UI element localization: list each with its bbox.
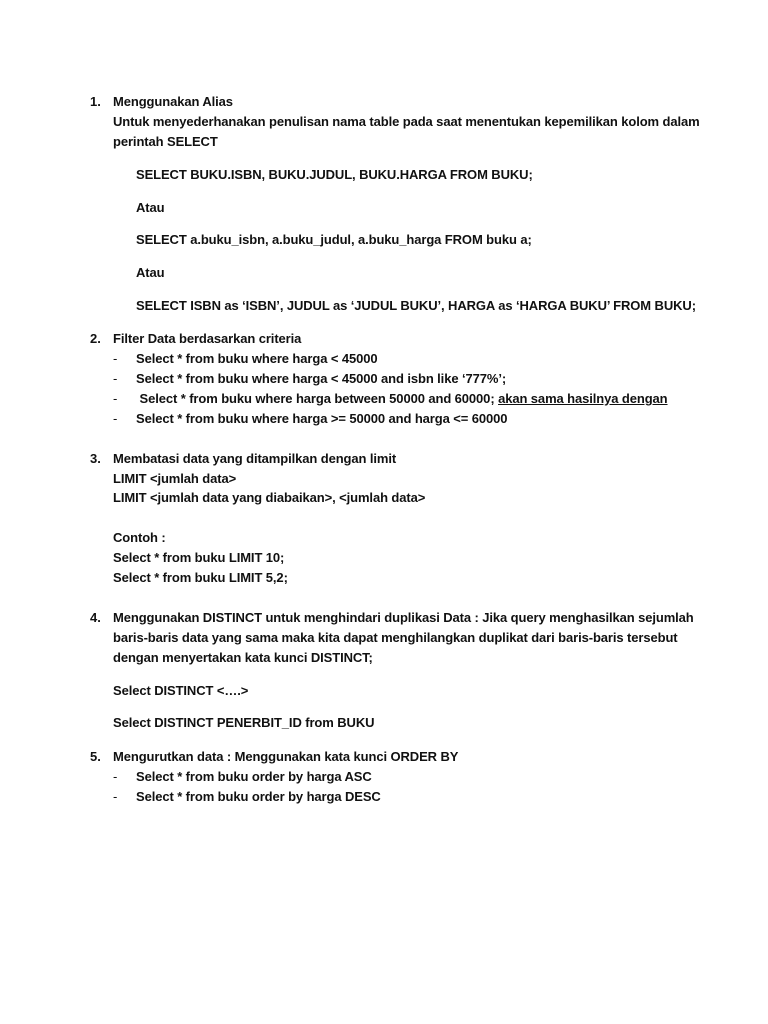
list-item: Select * from buku where harga < 45000 and isbn like ‘777%’; [136,371,507,386]
separator-text: Atau [136,265,165,280]
section-number: 5. [90,749,101,764]
list-item: Select * from buku where harga < 45000 [136,351,378,366]
list-item-text: Select * from buku where harga between 50000 and 60000; [136,391,495,406]
section-number: 1. [90,94,101,109]
code-example: SELECT a.buku_isbn, a.buku_judul, a.buku_harga FROM buku a; [136,232,532,247]
bullet-dash: - [113,371,118,386]
code-example: SELECT ISBN as ‘ISBN’, JUDUL as ‘JUDUL BUKU’, HARGA as ‘HARGA BUKU’ FROM BUKU; [136,298,696,313]
section-title: Mengurutkan data : Menggunakan kata kunci ORDER BY [113,749,459,764]
separator-text: Atau [136,200,165,215]
list-item: Select * from buku where harga >= 50000 and harga <= 60000 [136,411,508,426]
code-example: Select DISTINCT PENERBIT_ID from BUKU [113,715,375,730]
section-number: 2. [90,331,101,346]
syntax-line: LIMIT <jumlah data> [113,471,237,486]
syntax-line: LIMIT <jumlah data yang diabaikan>, <jumlah data> [113,490,426,505]
paragraph-line: Untuk menyederhanakan penulisan nama table pada saat menentukan kepemilikan kolom dalam [113,114,700,129]
paragraph-line: dengan menyertakan kata kunci DISTINCT; [113,650,373,665]
bullet-dash: - [113,769,118,784]
code-example: Select * from buku LIMIT 10; [113,550,285,565]
section-title: Membatasi data yang ditampilkan dengan limit [113,451,397,466]
section-title: Menggunakan Alias [113,94,233,109]
section-title: Menggunakan DISTINCT untuk menghindari duplikasi Data : Jika query menghasilkan sejumlah [113,610,694,625]
list-item [136,390,668,408]
section-number: 4. [90,610,101,625]
list-item: Select * from buku order by harga ASC [136,769,372,784]
bullet-dash: - [113,411,118,426]
bullet-dash: - [113,391,118,406]
section-number: 3. [90,451,101,466]
section-title: Filter Data berdasarkan criteria [113,331,302,346]
code-example: Select * from buku LIMIT 5,2; [113,570,288,585]
example-heading: Contoh : [113,530,166,545]
bullet-dash: - [113,351,118,366]
bullet-dash: - [113,789,118,804]
paragraph-line: perintah SELECT [113,134,218,149]
paragraph-line: baris-baris data yang sama maka kita dapat menghilangkan duplikat dari baris-baris tersebut [113,630,678,645]
underlined-note: akan sama hasilnya dengan [498,391,668,406]
code-example: SELECT BUKU.ISBN, BUKU.JUDUL, BUKU.HARGA FROM BUKU; [136,167,533,182]
list-item: Select * from buku order by harga DESC [136,789,381,804]
code-example: Select DISTINCT <….> [113,683,249,698]
